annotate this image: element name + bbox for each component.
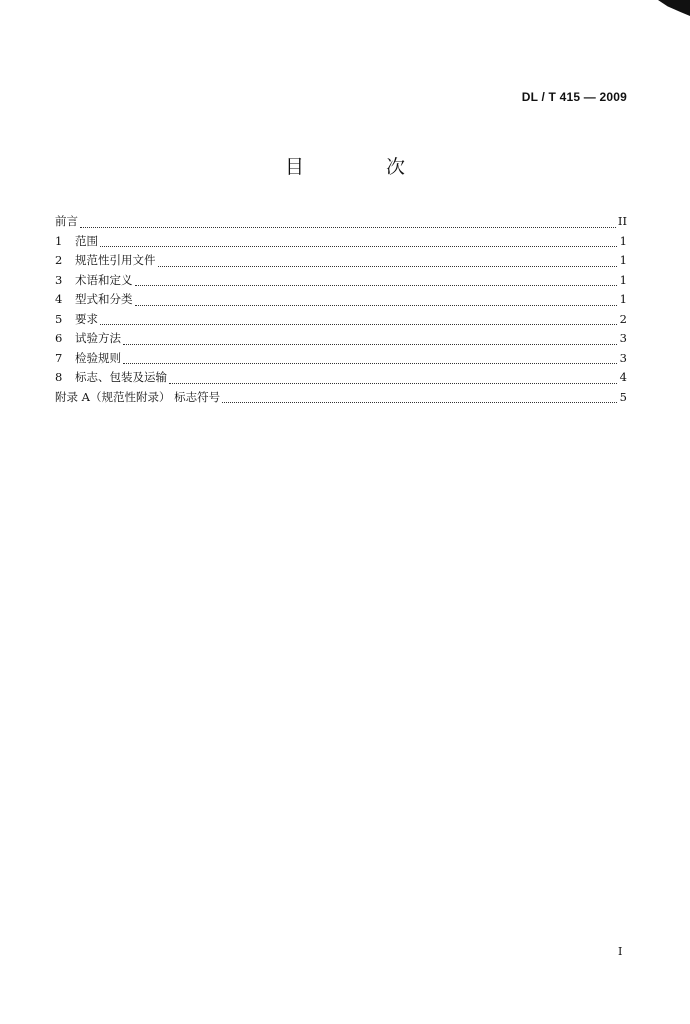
toc-entry-page: 3 <box>619 350 627 365</box>
scan-corner-mark <box>658 0 690 16</box>
toc-entry-number: 2 <box>55 253 63 267</box>
toc-leader-dots <box>100 245 617 247</box>
toc-leader-dots <box>123 343 617 345</box>
toc-entry-4[interactable] <box>55 290 627 310</box>
toc-entry-number: 3 <box>55 272 63 287</box>
toc-leader-dots <box>135 284 618 286</box>
toc-entry-page: 1 <box>619 233 627 248</box>
toc-entry-page: 1 <box>619 272 627 287</box>
toc-entry-page: II <box>617 214 627 228</box>
toc-entry-appendix-a[interactable] <box>55 388 627 408</box>
toc-entry-page: 4 <box>619 370 627 384</box>
toc-entry-page: 1 <box>619 292 627 306</box>
toc-entry-2[interactable] <box>55 251 627 271</box>
table-of-contents <box>55 212 627 407</box>
toc-entry-label: 前言 <box>55 214 78 228</box>
toc-entry-page: 3 <box>619 331 627 345</box>
toc-entry-3[interactable] <box>55 271 627 291</box>
page-title: 目 次 <box>284 156 444 178</box>
toc-entry-number: 4 <box>55 292 63 306</box>
toc-entry-page: 1 <box>619 253 627 267</box>
toc-entry-5[interactable] <box>55 310 627 330</box>
toc-entry-label: 标志、包装及运输 <box>75 370 167 384</box>
toc-entry-number: 1 <box>55 233 63 248</box>
toc-entry-page: 5 <box>619 389 627 404</box>
toc-entry-page: 2 <box>619 311 627 326</box>
toc-entry-label: 试验方法 <box>75 331 121 345</box>
toc-entry-7[interactable] <box>55 349 627 369</box>
toc-entry-label: 型式和分类 <box>75 292 133 306</box>
toc-leader-dots <box>158 265 618 267</box>
document-code: DL / T 415 — 2009 <box>521 90 627 104</box>
toc-leader-dots <box>123 362 617 364</box>
toc-entry-number: 6 <box>55 331 63 345</box>
toc-entry-number: 7 <box>55 350 63 365</box>
page-number: I <box>618 945 623 958</box>
toc-entry-label: 附录 A（规范性附录） 标志符号 <box>55 389 221 404</box>
toc-leader-dots <box>135 304 618 306</box>
toc-leader-dots <box>169 382 617 384</box>
toc-leader-dots <box>100 323 617 325</box>
toc-entry-preface[interactable] <box>55 212 627 232</box>
toc-entry-6[interactable] <box>55 329 627 349</box>
toc-entry-8[interactable] <box>55 368 627 388</box>
toc-leader-dots <box>222 401 617 403</box>
toc-entry-label: 要求 <box>75 311 98 326</box>
toc-entry-number: 5 <box>55 311 63 326</box>
toc-entry-label: 范围 <box>75 233 98 248</box>
toc-entry-label: 术语和定义 <box>75 272 133 287</box>
toc-leader-dots <box>80 226 616 228</box>
toc-entry-1[interactable] <box>55 232 627 252</box>
toc-entry-label: 规范性引用文件 <box>75 253 156 267</box>
toc-entry-label: 检验规则 <box>75 350 121 365</box>
toc-entry-number: 8 <box>55 370 63 384</box>
